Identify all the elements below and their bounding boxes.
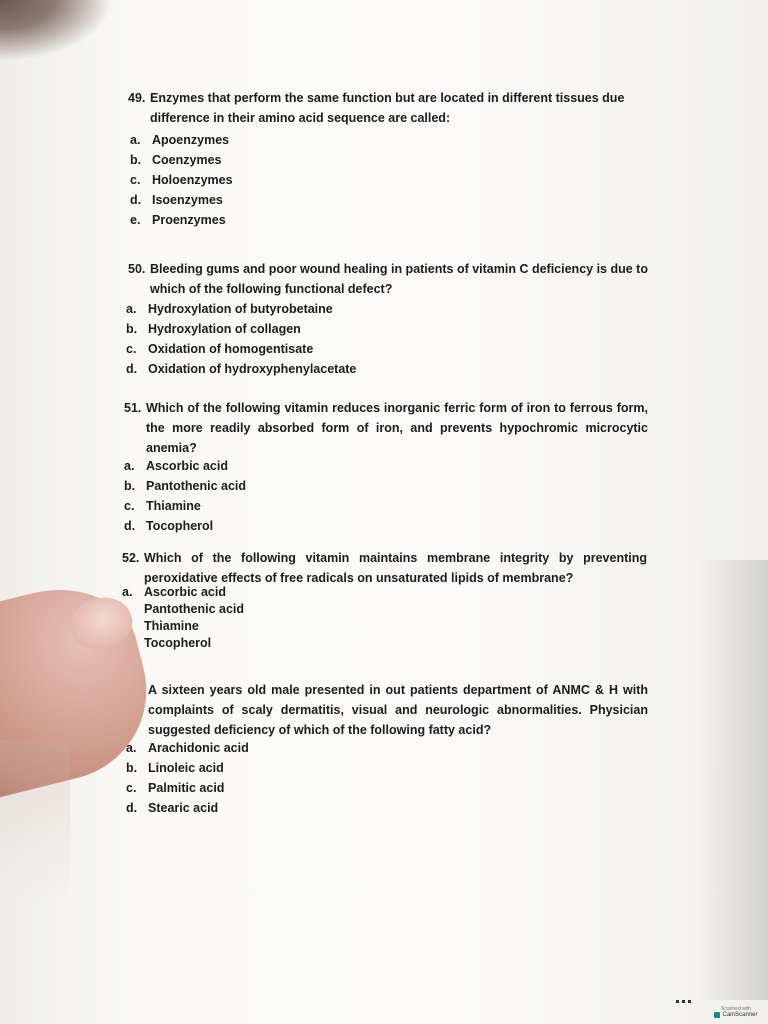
option-text: Linoleic acid [148,761,224,775]
option-text: Tocopherol [146,519,214,533]
option-d [126,359,658,379]
page-marks [676,990,716,996]
option-letter: d. [124,519,136,533]
option-letter: b. [130,153,142,167]
options-list [130,130,668,230]
watermark-brand: CamScanner [722,1012,758,1018]
option-text: Coenzymes [152,153,222,167]
option-a [126,299,658,319]
question-number: 50. [128,262,146,276]
option-text: Arachidonic acid [148,741,249,755]
option-letter: c. [124,499,135,513]
camscanner-watermark [710,1006,762,1018]
question-stem: Bleeding gums and poor wound healing in patients of vitamin C deficiency is due to which of the following functional defect? [150,262,648,296]
question-50 [128,259,658,379]
question-number: 51. [124,401,142,415]
question-52 [122,548,647,652]
option-b [130,150,668,170]
option-a [130,130,668,150]
option-letter: a. [126,741,137,755]
option-letter: c. [130,173,141,187]
question-53 [126,680,648,818]
option-text: Holoenzymes [152,173,233,187]
option-letter: e. [130,213,141,227]
option-text: Stearic acid [148,801,219,815]
option-d [122,635,647,652]
option-c [124,496,648,516]
option-letter: a. [126,302,137,316]
option-letter: a. [130,133,141,147]
option-d [130,190,668,210]
option-text: Oxidation of homogentisate [148,342,314,356]
option-text: Tocopherol [144,636,212,650]
option-letter: d. [130,193,142,207]
option-text: Pantothenic acid [146,479,247,493]
option-letter: a. [124,459,135,473]
question-stem: A sixteen years old male presented in out patients department of ANMC & H with complaints of scaly dermatitis, visual and neurologic abnormalities. Physician suggested deficiency of which of the following fatty acid? [148,683,648,737]
option-b [122,601,647,618]
option-a [124,456,648,476]
option-letter: b. [126,761,138,775]
option-text: Hydroxylation of butyrobetaine [148,302,333,316]
question-number: 52. [122,551,140,565]
option-text: Ascorbic acid [144,585,226,599]
question-51 [124,398,648,536]
option-text: Pantothenic acid [144,602,245,616]
option-c [130,170,668,190]
option-letter: c. [126,342,137,356]
question-49 [128,88,668,230]
option-text: Oxidation of hydroxyphenylacetate [148,362,357,376]
option-b [126,319,658,339]
option-d [124,516,648,536]
option-letter: a. [122,585,133,599]
option-c [122,618,647,635]
page-edge-shadow [698,560,768,1000]
options-list [126,738,648,818]
options-list [126,299,658,379]
option-c [126,339,658,359]
option-d [126,798,648,818]
option-c [126,778,648,798]
option-text: Ascorbic acid [146,459,228,473]
option-b [126,758,648,778]
option-text: Apoenzymes [152,133,230,147]
options-list [122,584,647,652]
option-text: Palmitic acid [148,781,225,795]
camscanner-logo-icon [714,1012,720,1018]
option-letter: c. [126,781,137,795]
question-number: 49. [128,91,146,105]
question-stem: Which of the following vitamin maintains membrane integrity by preventing peroxidative effects of free radicals on unsaturated lipids of membrane? [144,551,647,585]
corner-shadow [0,0,110,60]
finger-shadow [0,740,70,900]
option-text: Proenzymes [152,213,226,227]
option-a [126,738,648,758]
option-letter: d. [126,362,138,376]
option-text: Thiamine [144,619,199,633]
watermark-caption: Scanned with [720,1006,752,1012]
options-list [124,456,648,536]
question-stem: Enzymes that perform the same function but are located in different tissues due difference in their amino acid sequence are called: [150,91,625,125]
option-e [130,210,668,230]
option-letter: b. [126,322,138,336]
option-text: Isoenzymes [152,193,223,207]
option-letter: d. [126,801,138,815]
option-text: Hydroxylation of collagen [148,322,301,336]
option-letter: b. [124,479,136,493]
option-text: Thiamine [146,499,201,513]
option-b [124,476,648,496]
question-stem: Which of the following vitamin reduces inorganic ferric form of iron to ferrous form, the more readily absorbed form of iron, and prevents hypochromic microcytic anemia? [146,401,648,455]
